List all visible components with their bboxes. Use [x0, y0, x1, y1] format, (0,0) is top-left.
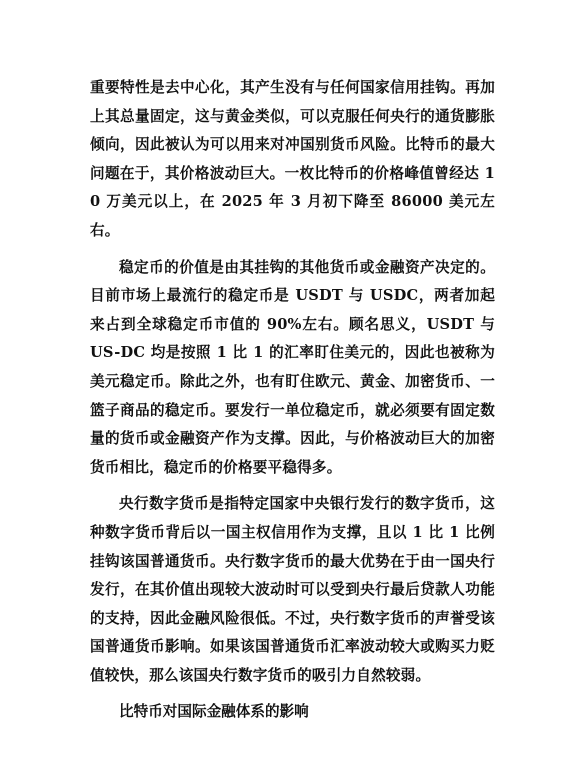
paragraph-cbdc: 央行数字货币是指特定国家中央银行发行的数字货币，这种数字货币背后以一国主权信用作为支撑，且以 1 比 1 比例挂钩该国普通货币。央行数字货币的最大优势在于由一国央行发行，在其价值出现较大波动时可以受到央行最后贷款人功能的支持，因此金融风险很低。不过，央行数字货币的声誉受该国普通货币影响。如果该国普通货币汇率波动较大或购买力贬值较快，那么该国央行数字货币的吸引力自然较弱。 [90, 495, 495, 684]
paragraph-bitcoin-continued: 重要特性是去中心化，其产生没有与任何国家信用挂钩。再加上其总量固定，这与黄金类似，可以克服任何央行的通货膨胀倾向，因此被认为可以用来对冲国别货币风险。比特币的最大问题在于，其价格波动巨大。一枚比特币的价格峰值曾经达 10 万美元以上，在 2025 年 3 月初下降至 86000 美元左右。 [90, 79, 495, 239]
paragraph-stablecoin: 稳定币的价值是由其挂钩的其他货币或金融资产决定的。目前市场上最流行的稳定币是 USDT 与 USDC，两者加起来占到全球稳定币市值的 90%左右。顾名思义，USDT 与 US-DC 均是按照 1 比 1 的汇率盯住美元的，因此也被称为美元稳定币。除此之外，也有盯住欧元、黄金、加密货币、一篮子商品的稳定币。要发行一单位稳定币，就必须要有固定数量的货币或金融资产作为支撑。因此，与价格波动巨大的加密货币相比，稳定币的价格要平稳得多。 [90, 258, 495, 476]
document-body [90, 74, 495, 727]
section-heading: 比特币对国际金融体系的影响 [119, 703, 309, 721]
